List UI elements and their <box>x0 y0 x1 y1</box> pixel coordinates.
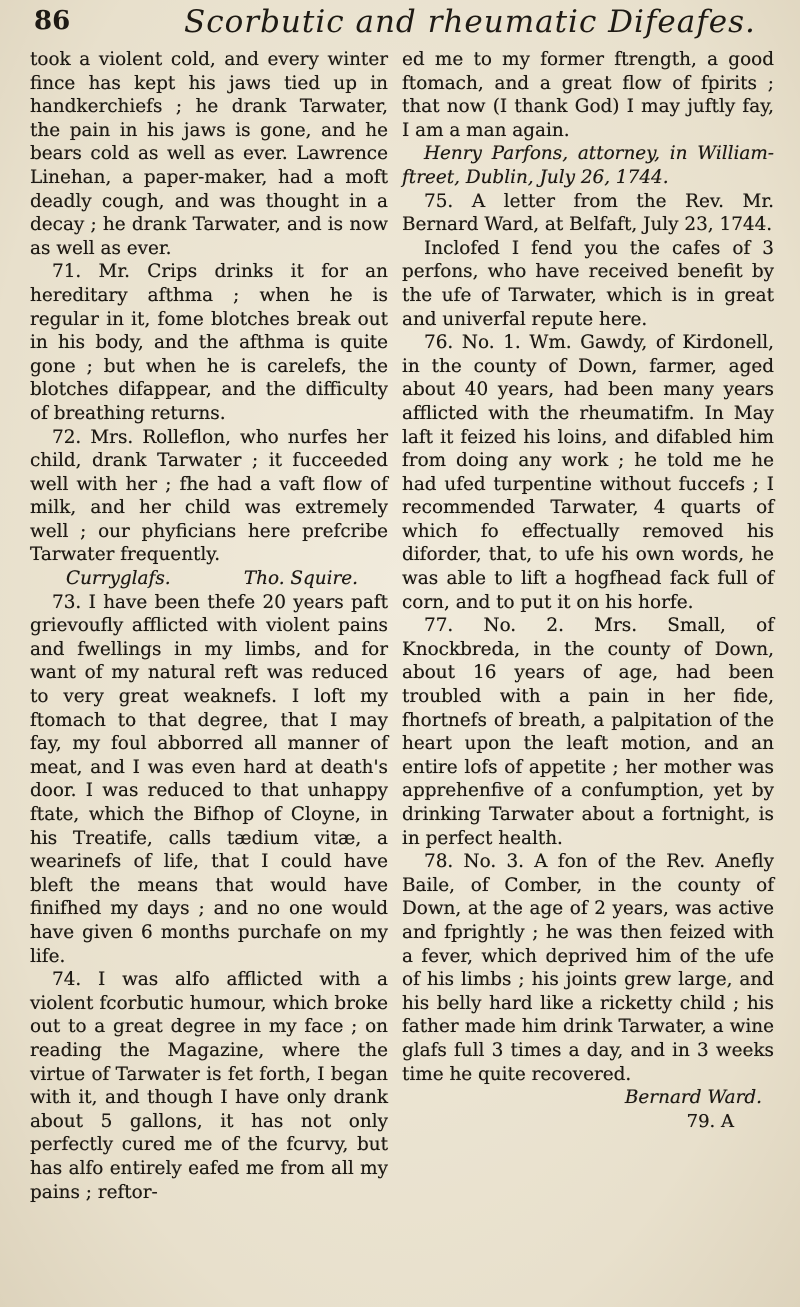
case-71: 71. Mr. Crips drinks it for an hereditary afthma ; when he is regular in it, fome blotches break out in his body, and the afthma is quite gone ; but when he is carelefs, the blotches difappear, and the difficulty of breathing returns. <box>30 261 388 424</box>
letter-intro: Inclofed I fend you the cafes of 3 perfons, who have received benefit by the ufe of Tarwater, which is in great and univerfal repute here. <box>402 237 774 330</box>
left-column <box>30 48 388 1298</box>
case-76: 76. No. 1. Wm. Gawdy, of Kirdonell, in the county of Down, farmer, aged about 40 years, had been many years afflicted with the rheumatifm. In May laft it feized his loins, and difabled him from doing any work ; he told me he had ufed turpentine without fuccefs ; I recommended Tarwater, 4 quarts of which fo effectually removed his diforder, that, to ufe his own words, he was able to lift a hogfhead fack full of corn, and to put it on his horfe. <box>402 332 774 613</box>
catchword: 79. A <box>686 1110 734 1132</box>
paragraph-continued: took a violent cold, and every winter fince has kept his jaws tied up in handkerchiefs ; he drank Tarwater, the pain in his jaws is gone, and he bears cold as well as ever. Lawrence Linehan, a paper-maker, had a moft deadly cough, and was thought in a decay ; he drank Tarwater, and is now as well as ever. <box>30 49 388 259</box>
page-header <box>34 4 784 46</box>
signature-line <box>30 567 388 591</box>
case-78: 78. No. 3. A fon of the Rev. Anefly Baile, of Comber, in the county of Down, at the age of 2 years, was active and fprightly ; he was then feized with a fever, which deprived him of the ufe of his limbs ; his joints grew large, and his belly hard like a ricketty child ; his father made him drink Tarwater, a wine glafs full 3 times a day, and in 3 weeks time he quite recovered. <box>402 851 774 1085</box>
signature-place: Curryglafs. <box>66 568 171 590</box>
signature-name: Tho. Squire. <box>243 568 358 590</box>
signature-parsons: Henry Parfons, attorney, in William-ftreet, Dublin, July 26, 1744. <box>402 143 774 188</box>
case-73: 73. I have been thefe 20 years paft grievoufly afflicted with violent pains and fwellings in my limbs, and for want of my natural reft was reduced to very great weaknefs. I loft my ftomach to that degree, that I may fay, my foul abborred all manner of meat, and I was even hard at death's door. I was reduced to that unhappy ftate, which the Bifhop of Cloyne, in his Treatife, calls tædium vitæ, a wearinefs of life, that I could have bleft the means that would have finifhed my days ; and no one would have given 6 months purchafe on my life. <box>30 591 388 967</box>
signature-ward: Bernard Ward. <box>624 1087 762 1109</box>
paragraph-continued: ed me to my former ftrength, a good ftomach, and a great flow of fpirits ; that now (I thank God) I may juftly fay, I am a man again. <box>402 49 774 141</box>
case-77: 77. No. 2. Mrs. Small, of Knockbreda, in the county of Down, about 16 years of age, had been troubled with a pain in her fide, fhortnefs of breath, a palpitation of the heart upon the leaft motion, and an entire lofs of appetite ; her mother was apprehenfive of a confumption, yet by drinking Tarwater about a fortnight, is in perfect health. <box>402 615 774 849</box>
right-column <box>402 48 774 1298</box>
case-74: 74. I was alfo afflicted with a violent fcorbutic humour, which broke out to a great degree in my face ; on reading the Magazine, where the virtue of Tarwater is fet forth, I began with it, and though I have only drank about 5 gallons, it has not only perfectly cured me of the fcurvy, but has alfo entirely eafed me from all my pains ; reftor- <box>30 969 388 1203</box>
running-title: Scorbutic and rheumatic Difeafes. <box>184 4 756 40</box>
case-75-letter: 75. A letter from the Rev. Mr. Bernard Ward, at Belfaft, July 23, 1744. <box>402 190 774 236</box>
page-number: 86 <box>34 6 71 36</box>
case-72: 72. Mrs. Rolleflon, who nurfes her child, drank Tarwater ; it fucceeded well with her ; fhe had a vaft flow of milk, and her child was extremely well ; our phyficians here prefcribe Tarwater frequently. <box>30 426 388 566</box>
